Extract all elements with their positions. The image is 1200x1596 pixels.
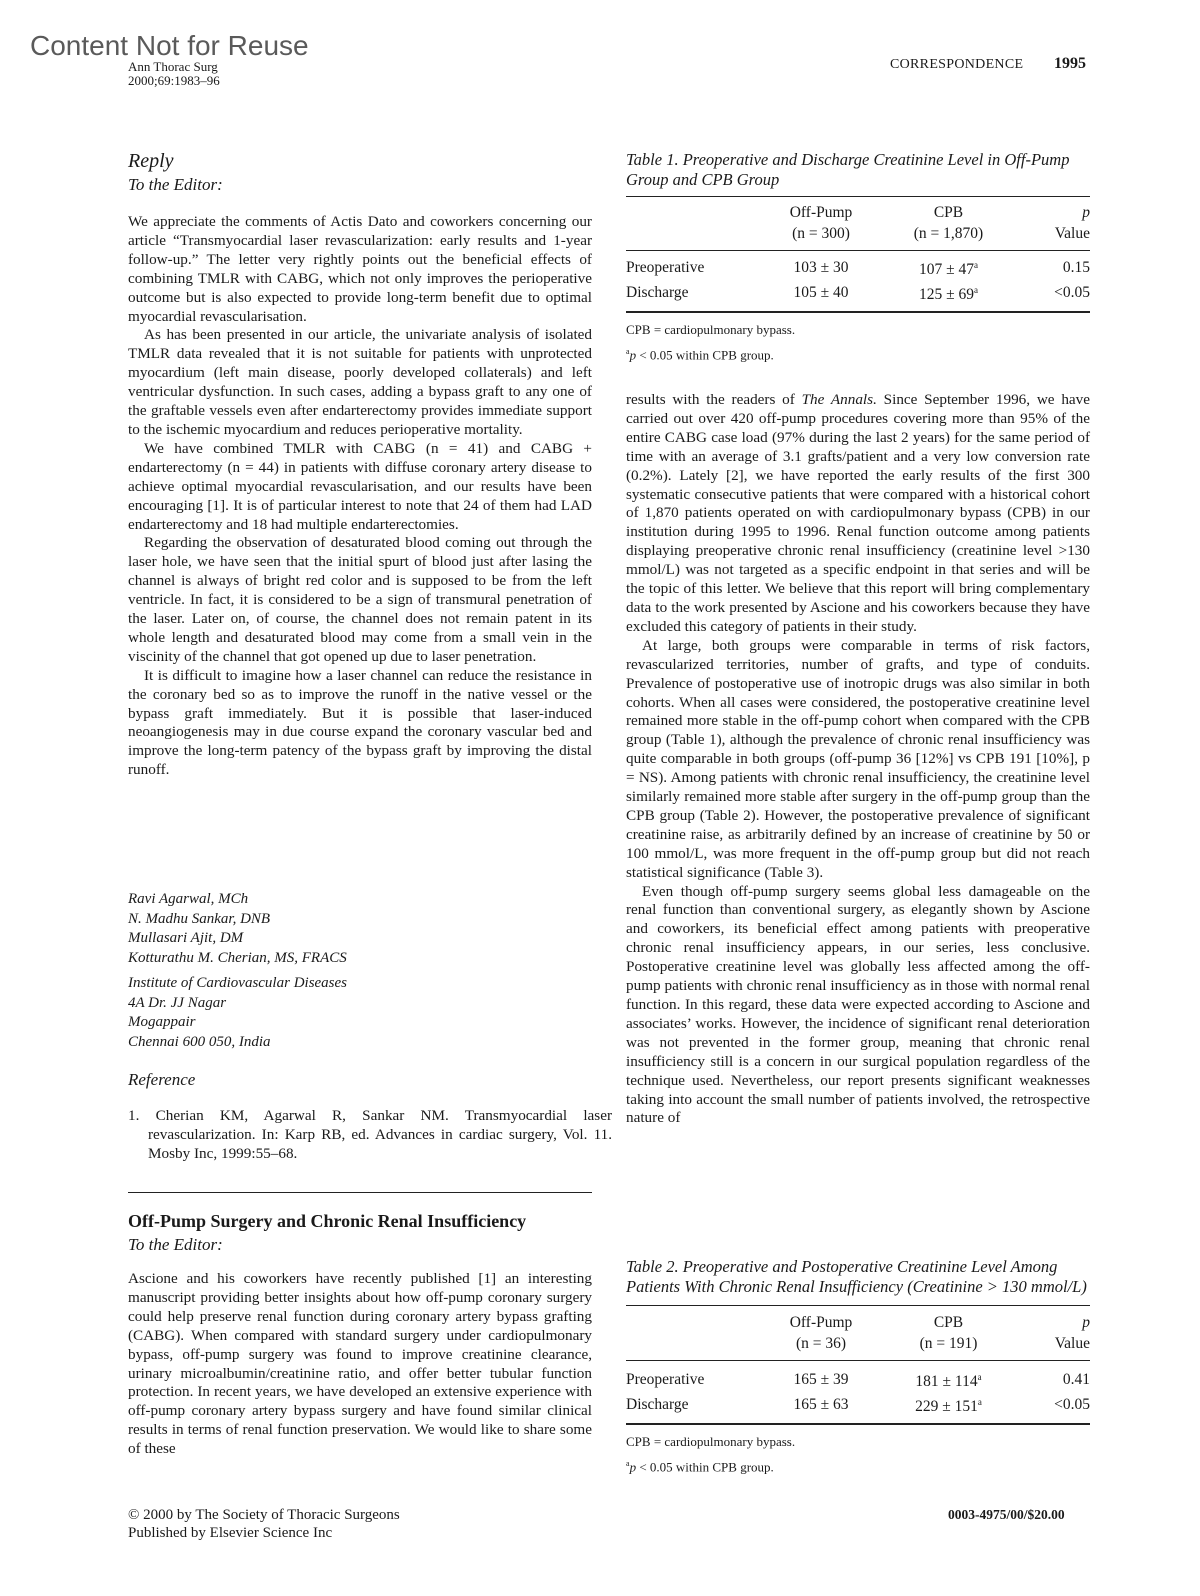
column-header: p Value bbox=[1054, 1314, 1090, 1352]
table-caption: Table 2. Preoperative and Postoperative Creatinine Level Among Patients With Chronic Renal Insufficiency (Creatinine > 130 mmol/L) bbox=[626, 1257, 1087, 1296]
column-header: CPB (n = 191) bbox=[919, 1314, 978, 1352]
reply-paragraph: As has been presented in our article, the univariate analysis of isolated TMLR data revealed that it is not suitable for patients with unprotected myocardium (left main disease, poorly developed collaterals) and left ventricular dysfunction. In such cases, adding a bypass graft to any one of the graftable vessels even after endarterectomy provides immediate support to the ischemic myocardium and reduces perioperative mortality. bbox=[128, 326, 592, 438]
reply-body bbox=[128, 213, 592, 780]
page-number: 1995 bbox=[1054, 55, 1086, 72]
journal-name: Ann Thorac Surg bbox=[128, 59, 218, 74]
table-footnote: $^a$p < 0.05 within CPB group. bbox=[626, 347, 774, 363]
reply-paragraph: We have combined TMLR with CABG (n = 41) and CABG + endarterectomy (n = 44) in patients with diffuse coronary artery disease to achieve optimal myocardial revascularisation, and our results have been encouraging [1]. It is of particular interest to note that 24 of them had LAD endarterectomy and 18 had multiple endarterectomies. bbox=[128, 439, 592, 533]
table-cell: Discharge bbox=[626, 1396, 689, 1414]
address-line: Chennai 600 050, India bbox=[128, 1033, 271, 1050]
data-table bbox=[626, 1312, 1090, 1354]
table-cell: 105 ± 40 bbox=[793, 284, 849, 302]
table-1 bbox=[626, 150, 1090, 367]
table-cell: <0.05 bbox=[1054, 1396, 1090, 1414]
reference-heading: Reference bbox=[128, 1070, 196, 1089]
reply-title: Reply bbox=[128, 150, 174, 172]
reply-paragraph: We appreciate the comments of Actis Dato and coworkers concerning our article “Transmyocardial laser revascularization: early results and 1-year follow-up.” The letter very rightly points out the beneficial effects of combining TMLR with CABG, which not only improves the perioperative outcome but is also expected to provide long-term benefit due to optimal myocardial revascularisation. bbox=[128, 213, 592, 325]
section-divider bbox=[128, 1192, 592, 1193]
section-label: CORRESPONDENCE bbox=[890, 57, 1024, 72]
table-footnote: CPB = cardiopulmonary bypass. bbox=[626, 1434, 796, 1450]
column-header: p Value bbox=[1054, 204, 1090, 242]
table-footnote: CPB = cardiopulmonary bypass. bbox=[626, 322, 796, 338]
column-header: Off-Pump (n = 300) bbox=[789, 204, 853, 242]
letter-body-right bbox=[626, 391, 1090, 1128]
journal-citation: 2000;69:1983–96 bbox=[128, 73, 220, 88]
address-line: 4A Dr. JJ Nagar bbox=[128, 994, 227, 1011]
table-footnote: $^a$p < 0.05 within CPB group. bbox=[626, 1459, 774, 1475]
letter-paragraph: results with the readers of The Annals. Since September 1996, we have carried out over 420 off-pump procedures covering more than 95% of the entire CABG case load (97% during the last 2 years) for the same period of time with an average of 3.1 grafts/patient and a very low conversion rate (0.2%). Lately [2], we have reported the early results of the first 300 systematic consecutive patients that were compared with a historical cohort of 1,870 patients operated on with cardiopulmonary bypass (CPB) in our institution during 1995 to 1996. Renal function outcome among patients displaying preoperative chronic renal insufficiency (creatinine level >130 mmol/L) was not targeted as a specific endpoint in that series and will be the topic of this letter. We believe that this report will bring complementary data to the work presented by Ascione and his coworkers because they have excluded this category of patients in their study. bbox=[626, 391, 1090, 635]
copyright-line: © 2000 by The Society of Thoracic Surgeons bbox=[128, 1507, 400, 1523]
letter-paragraph: Ascione and his coworkers have recently published [1] an interesting manuscript providing better insights about how off-pump coronary surgery could help preserve renal function during coronary artery bypass grafting (CABG). When compared with standard surgery under cardiopulmonary bypass, off-pump surgery was found to improve creatinine clearance, urinary microalbumin/creatinine ratio, and offer better tubular function protection. In recent years, we have developed an extensive experience with off-pump coronary artery bypass surgery and have found similar clinical results in terms of renal function preservation. We would like to share some of these bbox=[128, 1270, 592, 1458]
table-cell: 165 ± 39 bbox=[793, 1371, 849, 1389]
table-bottom-rule bbox=[626, 311, 1090, 313]
letter-body-left bbox=[128, 1270, 592, 1459]
table-row bbox=[626, 1392, 1090, 1417]
table-cell: $107 \pm 47^a$ bbox=[918, 260, 978, 279]
author-name: Mullasari Ajit, DM bbox=[128, 930, 244, 946]
column-header: CPB (n = 1,870) bbox=[913, 204, 984, 242]
article-code: 0003-4975/00/$20.00 bbox=[948, 1507, 1065, 1522]
address-line: Mogappair bbox=[128, 1014, 196, 1030]
letter-paragraph: Even though off-pump surgery seems global less damageable on the renal function than conventional surgery, as elegantly shown by Ascione and coworkers, its beneficial effect among patients with preoperative chronic renal insufficiency appears, in our series, less conclusive. Postoperative creatinine level was globally less affected among the off-pump patients with chronic renal insufficiency as in those with normal renal function. In this regard, these data were expected according to Ascione and associates’ works. However, the incidence of significant renal deterioration was not prevented in the former group, meaning that chronic renal insufficiency still is a concern in our surgical population regardless of the technique used. Nevertheless, our report presents significant weaknesses taking into account the small number of patients involved, the retrospective nature of bbox=[626, 882, 1090, 1127]
reference-item: 1. Cherian KM, Agarwal R, Sankar NM. Transmyocardial laser revascularization. In: Karp RB, ed. Advances in cardiac surgery, Vol. 11. Mosby Inc, 1999:55–68. bbox=[128, 1107, 612, 1162]
data-table-body bbox=[626, 1367, 1090, 1417]
reply-salutation: To the Editor: bbox=[128, 175, 223, 194]
data-table bbox=[626, 202, 1090, 244]
publisher-line: Published by Elsevier Science Inc bbox=[128, 1525, 333, 1541]
table-bottom-rule bbox=[626, 1423, 1090, 1425]
reply-paragraph: Regarding the observation of desaturated blood coming out through the laser hole, we have seen that the initial spurt of blood just after lasing the channel is always of bright red color and is supposed to be from the left ventricle. In fact, it is considered to be a sign of transmural penetration of the laser. Later on, of course, the channel does not remain patent in its whole length and desaturated blood may come from a small vein in the viscinity of the channel that got opened up due to laser penetration. bbox=[128, 534, 592, 665]
table-cell: 0.15 bbox=[1062, 259, 1090, 277]
table-cell: $181 \pm 114^a$ bbox=[915, 1372, 982, 1391]
author-list bbox=[128, 890, 592, 968]
table-row bbox=[626, 1367, 1090, 1392]
table-cell: $229 \pm 151^a$ bbox=[915, 1397, 982, 1416]
author-name: Kotturathu M. Cherian, MS, FRACS bbox=[128, 949, 347, 966]
letter-salutation: To the Editor: bbox=[128, 1235, 223, 1254]
table-header-rule bbox=[626, 1360, 1090, 1361]
author-name: Ravi Agarwal, MCh bbox=[128, 891, 249, 907]
table-cell: <0.05 bbox=[1054, 284, 1090, 302]
reply-paragraph: It is difficult to imagine how a laser channel can reduce the resistance in the coronary bed so as to improve the runoff in the native vessel or the bypass graft immediately. But it is possible that laser-induced neoangiogenesis may in due course expand the coronary vascular bed and improve the long-term patency of the bypass graft by improving the distal runoff. bbox=[128, 666, 592, 779]
column-header: Off-Pump (n = 36) bbox=[789, 1314, 853, 1352]
table-cell: Discharge bbox=[626, 284, 689, 302]
table-2 bbox=[626, 1257, 1090, 1479]
watermark: Content Not for Reuse bbox=[30, 30, 309, 61]
column-header bbox=[626, 1312, 761, 1354]
table-cell: Preoperative bbox=[626, 1371, 705, 1389]
author-name: N. Madhu Sankar, DNB bbox=[128, 910, 271, 927]
table-header-rule bbox=[626, 250, 1090, 251]
letter-title: Off-Pump Surgery and Chronic Renal Insufficiency bbox=[128, 1211, 527, 1231]
table-caption: Table 1. Preoperative and Discharge Creatinine Level in Off-Pump Group and CPB Group bbox=[626, 150, 1070, 189]
reply-section bbox=[128, 150, 592, 195]
data-table-body bbox=[626, 255, 1090, 305]
table-row bbox=[626, 255, 1090, 280]
column-header bbox=[626, 202, 761, 244]
table-top-rule bbox=[626, 1305, 1090, 1306]
letter-paragraph: At large, both groups were comparable in terms of risk factors, revascularized territories, number of grafts, and type of conduits. Prevalence of postoperative use of inotropic drugs was also similar in both cohorts. When all cases were considered, the postoperative creatinine level remained more stable in the off-pump cohort when compared with the CPB group (Table 1), although the prevalence of chronic renal insufficiency was quite comparable in both groups (off-pump 36 [12%] vs CPB 191 [10%], p = NS). Among patients with chronic renal insufficiency, the creatinine level similarly remained more stable after surgery in the off-pump group than the CPB group (Table 2). However, the postoperative prevalence of significant creatinine raise, as arbitrarily defined by an increase of creatinine by 50 or 100 mmol/L, was more frequent in the off-pump group but did not reach statistical significance (Table 3). bbox=[626, 636, 1090, 881]
table-cell: Preoperative bbox=[626, 259, 705, 277]
table-cell: 103 ± 30 bbox=[793, 259, 849, 277]
table-cell: $125 \pm 69^a$ bbox=[918, 285, 978, 304]
table-row bbox=[626, 280, 1090, 305]
table-cell: 165 ± 63 bbox=[793, 1396, 849, 1414]
table-top-rule bbox=[626, 196, 1090, 197]
address-line: Institute of Cardiovascular Diseases bbox=[128, 975, 348, 991]
table-cell: 0.41 bbox=[1062, 1371, 1090, 1389]
author-address bbox=[128, 974, 592, 1052]
